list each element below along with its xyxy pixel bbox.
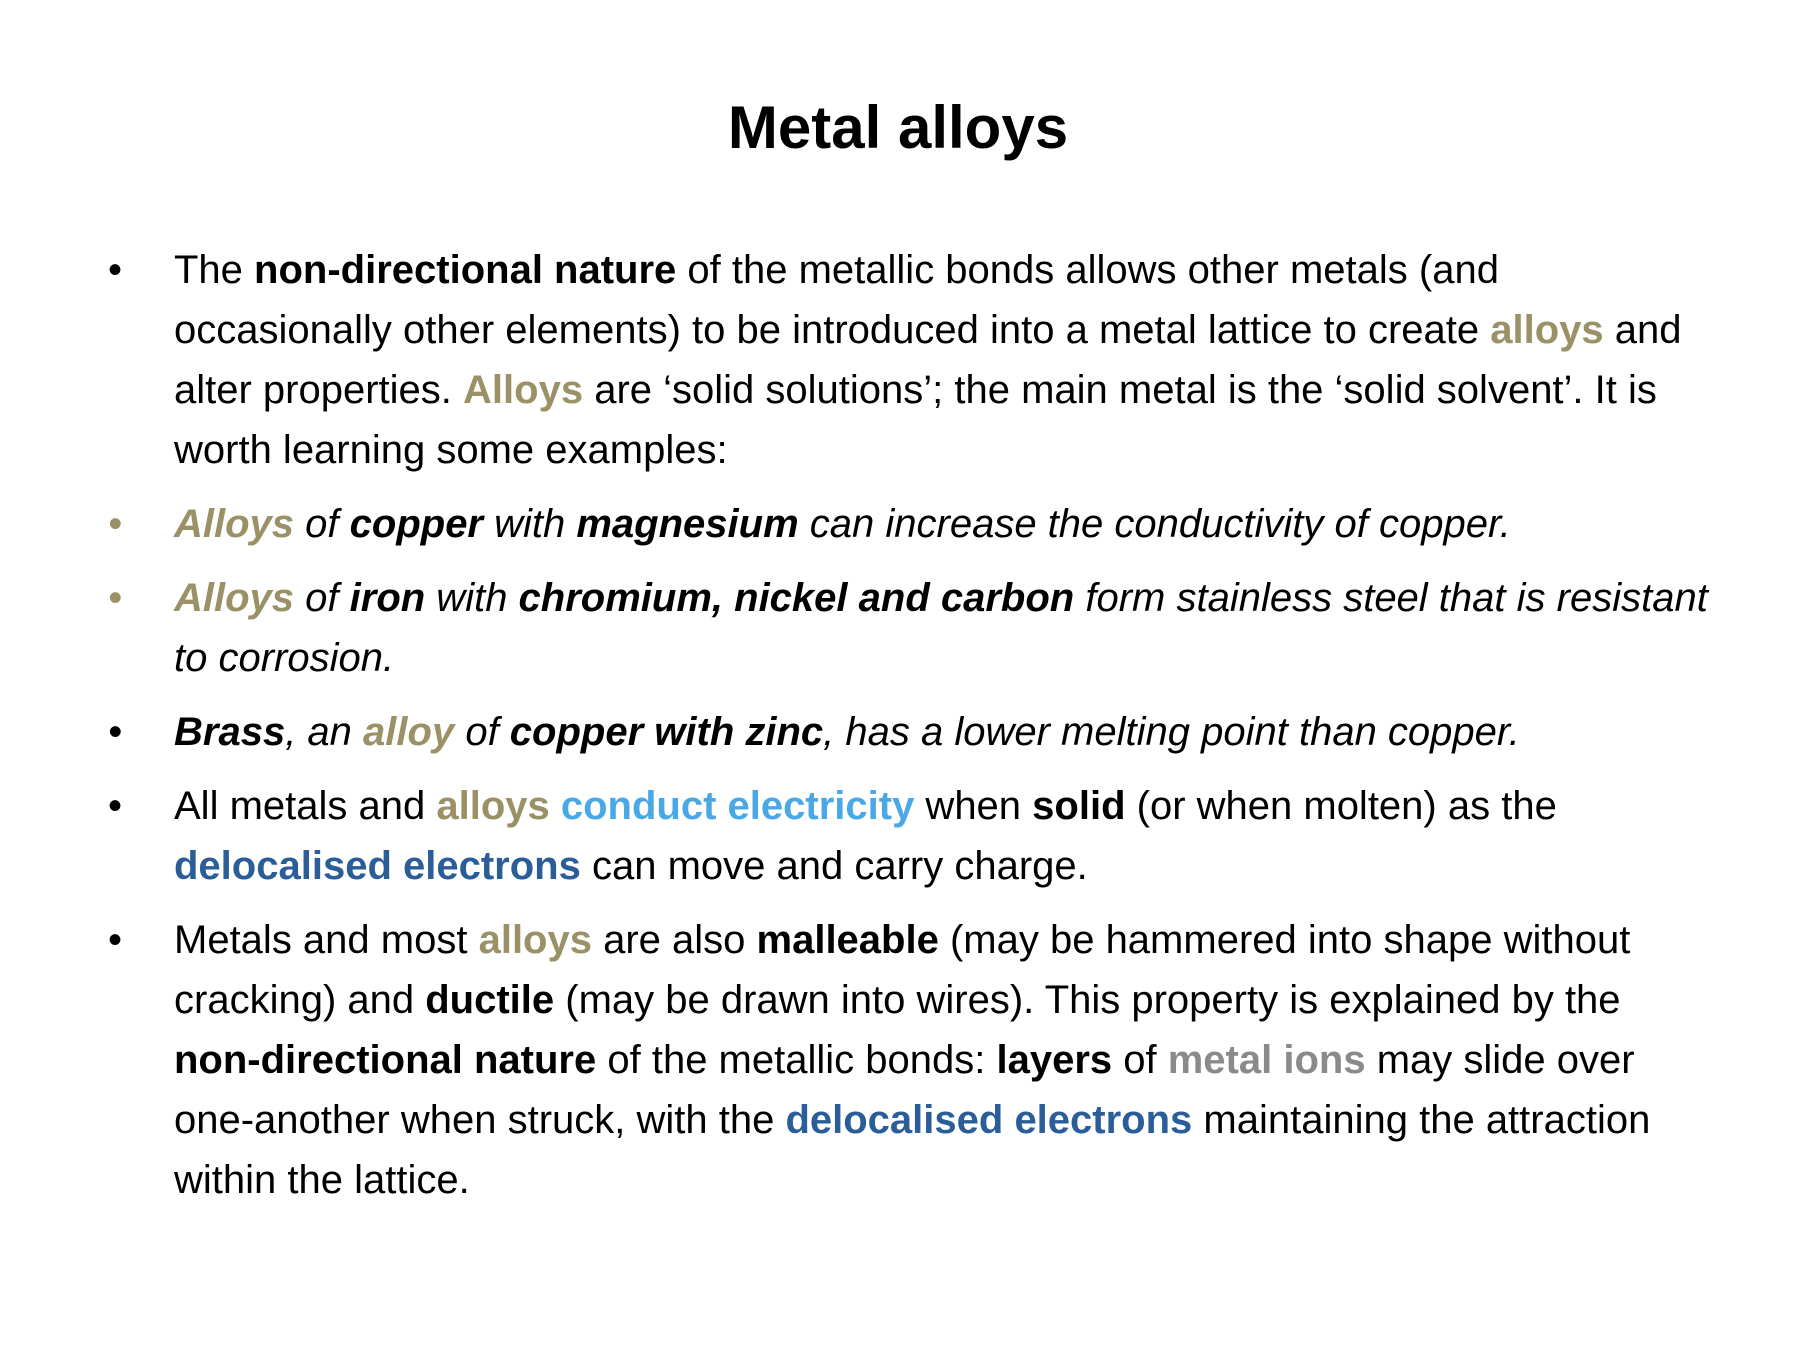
- text: (may be hammered into shape without cracking) and: [174, 918, 1631, 1022]
- bullet-marker: •: [108, 784, 123, 828]
- emphasis: chromium, nickel and carbon: [518, 576, 1075, 620]
- text: The: [174, 248, 255, 292]
- emphasis: Brass: [174, 710, 286, 754]
- text: of: [294, 576, 350, 620]
- text: when: [914, 784, 1033, 828]
- text: of the metallic bonds:: [596, 1038, 997, 1082]
- bullet-intro: [108, 240, 1708, 480]
- emphasis: non-directional nature: [254, 248, 677, 292]
- delocalised-electrons-keyword: delocalised electrons: [174, 844, 581, 888]
- emphasis: copper: [349, 502, 483, 546]
- metal-ions-keyword: metal ions: [1167, 1038, 1366, 1082]
- alloys-keyword: alloys: [436, 784, 550, 828]
- text: can move and carry charge.: [580, 844, 1088, 888]
- alloys-keyword: alloy: [363, 710, 455, 754]
- bullet-stainless-steel: [108, 568, 1708, 688]
- emphasis: layers: [996, 1038, 1113, 1082]
- text: Metals and most: [174, 918, 479, 962]
- bullet-marker: •: [108, 710, 123, 754]
- emphasis: iron: [349, 576, 426, 620]
- text: of the metallic bonds allows other metals (and occasionally other elements) to be introduced into a metal lattice to create: [174, 248, 1499, 352]
- bullet-marker: •: [108, 248, 123, 292]
- text: with: [425, 576, 519, 620]
- text: , has a lower melting point than copper.: [823, 710, 1520, 754]
- emphasis: solid: [1032, 784, 1126, 828]
- text: of: [454, 710, 510, 754]
- slide-title: Metal alloys: [727, 94, 1069, 161]
- bullet-marker: •: [108, 502, 123, 546]
- bullet-marker: •: [108, 576, 123, 620]
- text: may slide over one-another when struck, with the: [174, 1038, 1635, 1142]
- text: form stainless steel that is resistant to corrosion.: [174, 576, 1708, 680]
- alloys-keyword: alloys: [478, 918, 592, 962]
- text: are also: [591, 918, 757, 962]
- emphasis: malleable: [756, 918, 939, 962]
- bullet-malleable-ductile: [108, 910, 1708, 1210]
- text: can increase the conductivity of copper.: [798, 502, 1511, 546]
- text: with: [483, 502, 577, 546]
- bullet-marker: •: [108, 918, 123, 962]
- delocalised-electrons-keyword: delocalised electrons: [785, 1098, 1193, 1142]
- bullet-brass: [108, 702, 1708, 762]
- emphasis: ductile: [425, 978, 555, 1022]
- alloys-keyword: alloys: [1490, 308, 1604, 352]
- text: (may be drawn into wires). This property is explained by the: [554, 978, 1621, 1022]
- alloys-keyword: Alloys: [463, 368, 584, 412]
- text: of: [294, 502, 350, 546]
- text: are ‘solid solutions’; the main metal is the ‘solid solvent’. It is worth learning some examples:: [174, 368, 1657, 472]
- bullet-conductivity: [108, 776, 1708, 896]
- conduct-electricity-keyword: conduct electricity: [560, 784, 915, 828]
- alloys-keyword: Alloys: [174, 576, 295, 620]
- alloys-keyword: Alloys: [174, 502, 295, 546]
- emphasis: magnesium: [576, 502, 799, 546]
- bullet-list: [108, 240, 1708, 1210]
- text: All metals and: [174, 784, 437, 828]
- text: of: [1112, 1038, 1168, 1082]
- text: [550, 784, 561, 828]
- text: maintaining the attraction within the lattice.: [174, 1098, 1651, 1202]
- text: , an: [285, 710, 364, 754]
- text: (or when molten) as the: [1125, 784, 1557, 828]
- text: and alter properties.: [174, 308, 1682, 412]
- emphasis: non-directional nature: [174, 1038, 597, 1082]
- bullet-copper-magnesium: [108, 494, 1708, 554]
- emphasis: copper with zinc: [509, 710, 824, 754]
